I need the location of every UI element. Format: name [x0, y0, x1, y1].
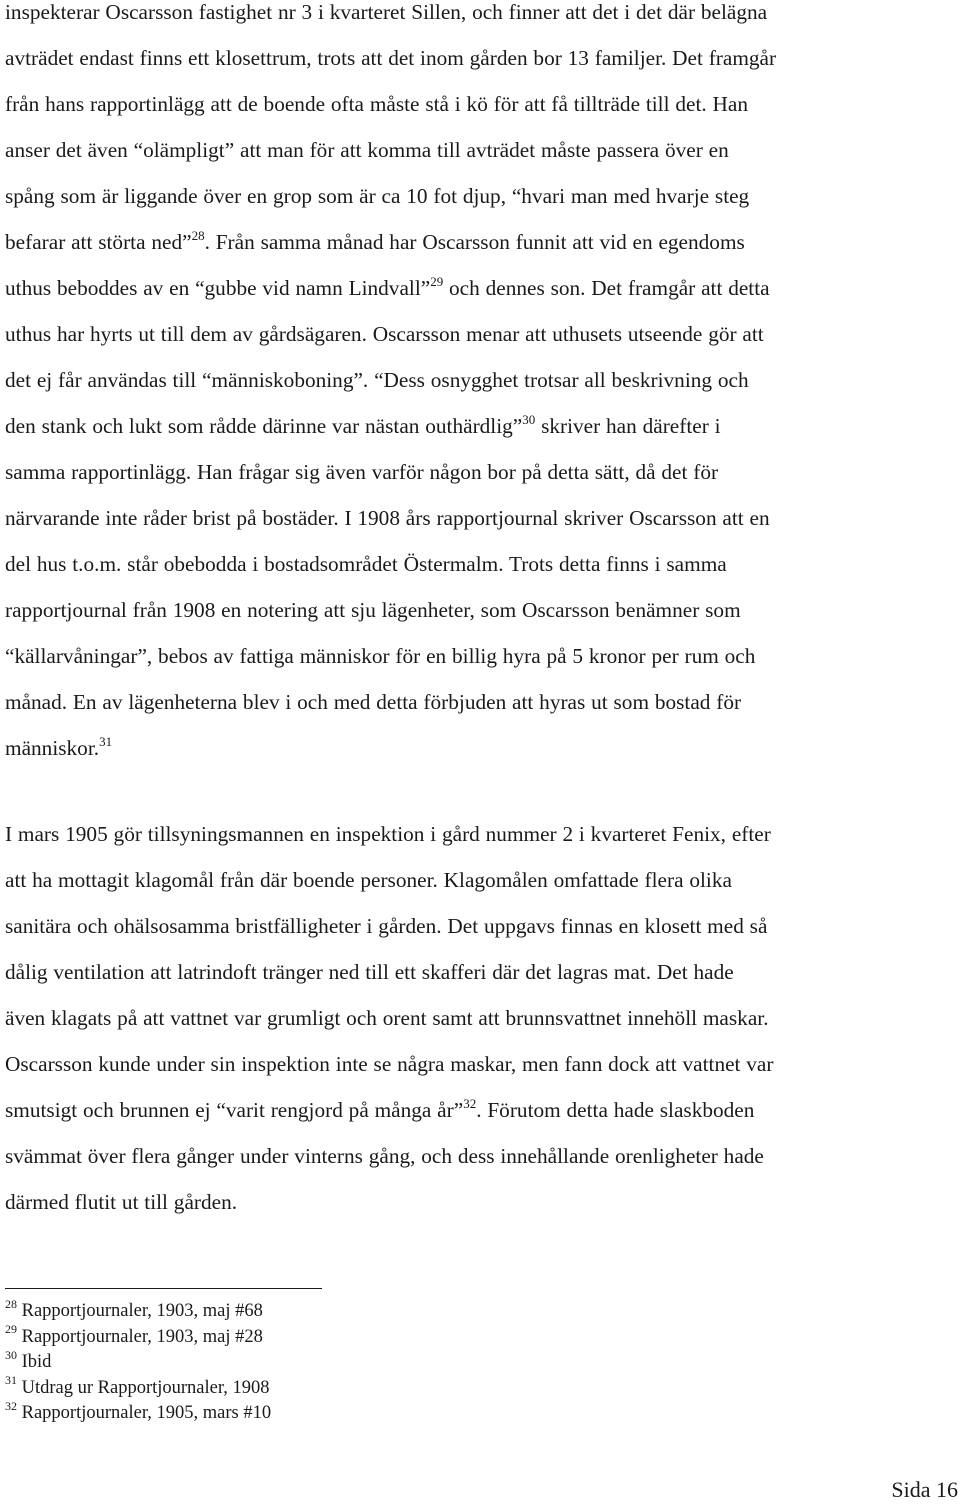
footnote-reference: 32: [463, 1095, 477, 1111]
text-run: det ej får användas till “människoboning”. “Dess osnygghet trotsar all beskrivning och: [5, 368, 749, 392]
text-line: [5, 0, 955, 35]
text-run: svämmat över flera gånger under vinterns gång, och dess innehållande orenligheter hade: [5, 1144, 764, 1168]
footnote-text: Rapportjournaler, 1903, maj #28: [17, 1326, 263, 1347]
footnote-item: [5, 1398, 272, 1427]
text-line: [5, 587, 955, 633]
text-line: [5, 1041, 955, 1087]
footnote-number: 31: [5, 1373, 17, 1388]
text-line: [5, 127, 955, 173]
text-line: [5, 403, 955, 449]
text-line: [5, 357, 955, 403]
footnote-number: 30: [5, 1347, 17, 1362]
text-run: sanitära och ohälsosamma bristfälligheter i gården. Det uppgavs finnas en klosett med så: [5, 914, 768, 938]
text-line: [5, 173, 955, 219]
text-line: [5, 495, 955, 541]
text-line: [5, 1133, 955, 1179]
text-run: I mars 1905 gör tillsyningsmannen en inspektion i gård nummer 2 i kvarteret Fenix, efter: [5, 822, 771, 846]
text-run: . Från samma månad har Oscarsson funnit att vid en egendoms: [204, 230, 745, 254]
text-run: samma rapportinlägg. Han frågar sig även varför någon bor på detta sätt, då det för: [5, 460, 719, 484]
footnote-item: [5, 1347, 271, 1376]
text-run: även klagats på att vattnet var grumligt och orent samt att brunnsvattnet innehöll maskar.: [5, 1006, 769, 1030]
text-run: rapportjournal från 1908 en notering att sju lägenheter, som Oscarsson benämner som: [5, 598, 741, 622]
text-line: [5, 633, 955, 679]
text-run: “källarvåningar”, bebos av fattiga människor för en billig hyra på 5 kronor per rum och: [5, 644, 756, 668]
footnote-text: Rapportjournaler, 1903, maj #68: [17, 1301, 263, 1321]
footnote-text: Utdrag ur Rapportjournaler, 1908: [17, 1377, 270, 1398]
footnote-list: [5, 1296, 272, 1427]
text-line: [5, 725, 955, 771]
text-run: och dennes son. Det framgår att detta: [443, 276, 770, 300]
text-run: uthus har hyrts ut till dem av gårdsägaren. Oscarsson menar att uthusets utseende gör att: [5, 322, 764, 346]
text-run: inspekterar Oscarsson fastighet nr 3 i kvarteret Sillen, och finner att det i det där belägna: [5, 0, 768, 24]
text-line: [5, 995, 955, 1041]
text-run: anser det även “olämpligt” att man för att komma till avträdet måste passera över en: [5, 138, 729, 162]
text-line: [5, 311, 955, 357]
text-line: [5, 35, 955, 81]
text-line: [5, 679, 955, 725]
footnote-reference: 31: [99, 733, 113, 749]
text-run: spång som är liggande över en grop som är ca 10 fot djup, “hvari man med hvarje steg: [5, 184, 750, 208]
text-line: [5, 81, 955, 127]
text-line: [5, 857, 955, 903]
text-line: [5, 949, 955, 995]
footnote-item: [5, 1296, 271, 1325]
footnote-item: [5, 1322, 271, 1351]
text-line: [5, 903, 955, 949]
text-run: att ha mottagit klagomål från där boende personer. Klagomålen omfattade flera olika: [5, 868, 732, 892]
footnote-reference: 28: [191, 227, 205, 243]
text-line: [5, 1179, 955, 1225]
footnote-number: 32: [5, 1398, 17, 1413]
text-run: smutsigt och brunnen ej “varit rengjord på många år”: [5, 1098, 464, 1122]
footnote-separator: [5, 1288, 322, 1289]
text-run: dålig ventilation att latrindoft tränger ned till ett skafferi där det lagras mat. Det hade: [5, 960, 734, 984]
page-number: Sida 16: [891, 1477, 958, 1502]
text-run: avträdet endast finns ett klosettrum, trots att det inom gården bor 13 familjer. Det framgår: [5, 46, 777, 70]
text-run: närvarande inte råder brist på bostäder. I 1908 års rapportjournal skriver Oscarsson att en: [5, 506, 770, 530]
text-line: [5, 541, 955, 587]
text-line: [5, 1087, 955, 1133]
text-run: . Förutom detta hade slaskboden: [476, 1098, 755, 1122]
text-run: skriver han därefter i: [535, 414, 721, 438]
footnote-text: Rapportjournaler, 1905, mars #10: [17, 1403, 272, 1423]
footnote-reference: 30: [522, 411, 536, 427]
text-line: [5, 219, 955, 265]
body-paragraph-2: [5, 811, 955, 1225]
text-run: från hans rapportinlägg att de boende ofta måste stå i kö för att få tillträde till det. Han: [5, 92, 748, 116]
text-line: [5, 265, 955, 311]
footnote-item: [5, 1373, 271, 1402]
text-run: den stank och lukt som rådde därinne var nästan outhärdlig”: [5, 414, 523, 438]
text-run: befarar att störta ned”: [5, 230, 192, 254]
text-run: Oscarsson kunde under sin inspektion inte se några maskar, men fann dock att vattnet var: [5, 1052, 774, 1076]
text-line: [5, 449, 955, 495]
text-run: månad. En av lägenheterna blev i och med detta förbjuden att hyras ut som bostad för: [5, 690, 742, 714]
body-paragraph-1: [5, 0, 955, 771]
footnote-number: 29: [5, 1322, 17, 1337]
footnote-reference: 29: [430, 273, 444, 289]
text-run: människor.: [5, 736, 100, 760]
text-run: därmed flutit ut till gården.: [5, 1190, 238, 1214]
footnote-number: 28: [5, 1296, 17, 1311]
text-line: [5, 811, 955, 857]
text-run: del hus t.o.m. står obebodda i bostadsområdet Östermalm. Trots detta finns i samma: [5, 552, 727, 576]
footnote-text: Ibid: [17, 1352, 52, 1372]
text-run: uthus beboddes av en “gubbe vid namn Lindvall”: [5, 276, 431, 300]
